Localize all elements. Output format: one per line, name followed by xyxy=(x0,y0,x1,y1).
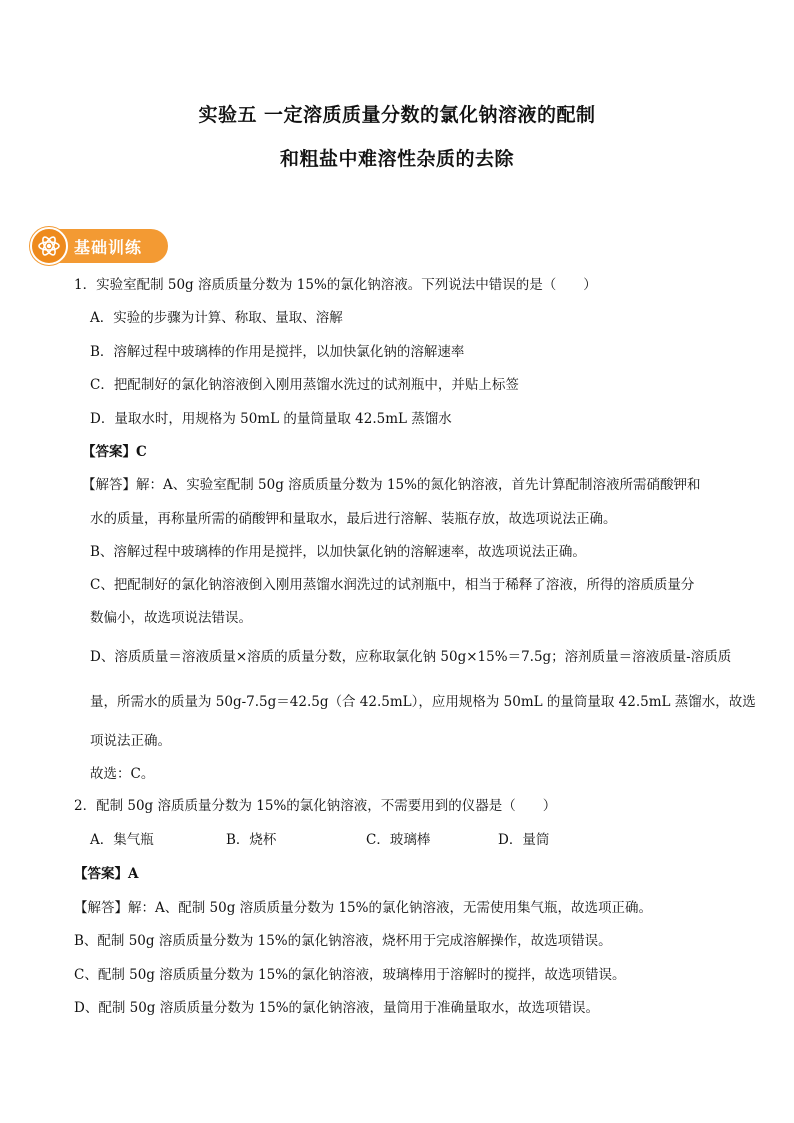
q1-answer: 【答案】C xyxy=(82,444,147,460)
document-title-line-2: 和粗盐中难溶性杂质的去除 xyxy=(279,148,514,170)
q1-stem: 1．实验室配制 50g 溶质质量分数为 15%的氯化钠溶液。下列说法中错误的是（ ） xyxy=(74,277,597,293)
q1-explanation-line: 【解答】解：A、实验室配制 50g 溶质质量分数为 15%的氮化钠溶液，首先计算配制溶液所需硝酸钾和 xyxy=(82,477,701,493)
document-title-line-1: 实验五 一定溶质质量分数的氯化钠溶液的配制 xyxy=(198,104,596,126)
q1-explanation-line: B、溶解过程中玻璃棒的作用是搅拌，以加快氯化钠的溶解速率，故选项说法正确。 xyxy=(90,544,586,560)
q1-explanation-line: C、把配制好的氯化钠溶液倒入刚用蒸馏水润洗过的试剂瓶中，相当于稀释了溶液，所得的溶质质量分 xyxy=(90,577,695,593)
q2-option-a: A．集气瓶 xyxy=(90,832,154,848)
section-label: 基础训练 xyxy=(74,238,143,257)
atom-icon xyxy=(30,227,68,265)
q2-answer: 【答案】A xyxy=(74,866,139,882)
q1-explanation-line: 故选：C。 xyxy=(90,766,155,782)
q2-explanation-line: B、配制 50g 溶质质量分数为 15%的氯化钠溶液，烧杯用于完成溶解操作，故选项错误。 xyxy=(74,933,612,949)
q2-option-d: D．量筒 xyxy=(498,832,550,848)
q1-option-b: B．溶解过程中玻璃棒的作用是搅拌，以加快氯化钠的溶解速率 xyxy=(90,344,465,360)
q2-explanation-line: 【解答】解：A、配制 50g 溶质质量分数为 15%的氯化钠溶液，无需使用集气瓶，故选项正确。 xyxy=(74,900,652,916)
q1-option-c: C．把配制好的氯化钠溶液倒入刚用蒸馏水洗过的试剂瓶中，并贴上标签 xyxy=(90,377,519,393)
q1-explanation-line: 项说法正确。 xyxy=(90,733,171,749)
section-banner xyxy=(30,227,170,265)
q1-option-a: A．实验的步骤为计算、称取、量取、溶解 xyxy=(90,310,343,326)
q2-option-b: B．烧杯 xyxy=(226,832,277,848)
q1-explanation-line: 数偏小，故选项说法错误。 xyxy=(90,610,252,626)
q1-option-d: D．量取水时，用规格为 50mL 的量筒量取 42.5mL 蒸馏水 xyxy=(90,411,452,427)
q2-stem: 2．配制 50g 溶质质量分数为 15%的氯化钠溶液，不需要用到的仪器是（ ） xyxy=(74,798,557,814)
q1-explanation-line: D、溶质质量＝溶液质量×溶质的质量分数，应称取氯化钠 50g×15%＝7.5g；溶剂质量＝溶液质量-溶质质 xyxy=(90,649,732,665)
q2-option-c: C．玻璃棒 xyxy=(366,832,431,848)
q2-explanation-line: D、配制 50g 溶质质量分数为 15%的氯化钠溶液，量筒用于准确量取水，故选项错误。 xyxy=(74,1000,600,1016)
q1-explanation-line: 量，所需水的质量为 50g-7.5g＝42.5g（合 42.5mL），应用规格为 50mL 的量筒量取 42.5mL 蒸馏水，故选 xyxy=(90,694,756,710)
q1-explanation-line: 水的质量，再称量所需的硝酸钾和量取水，最后进行溶解、装瓶存放，故选项说法正确。 xyxy=(90,511,617,527)
q2-explanation-line: C、配制 50g 溶质质量分数为 15%的氯化钠溶液，玻璃棒用于溶解时的搅拌，故选项错误。 xyxy=(74,967,626,983)
